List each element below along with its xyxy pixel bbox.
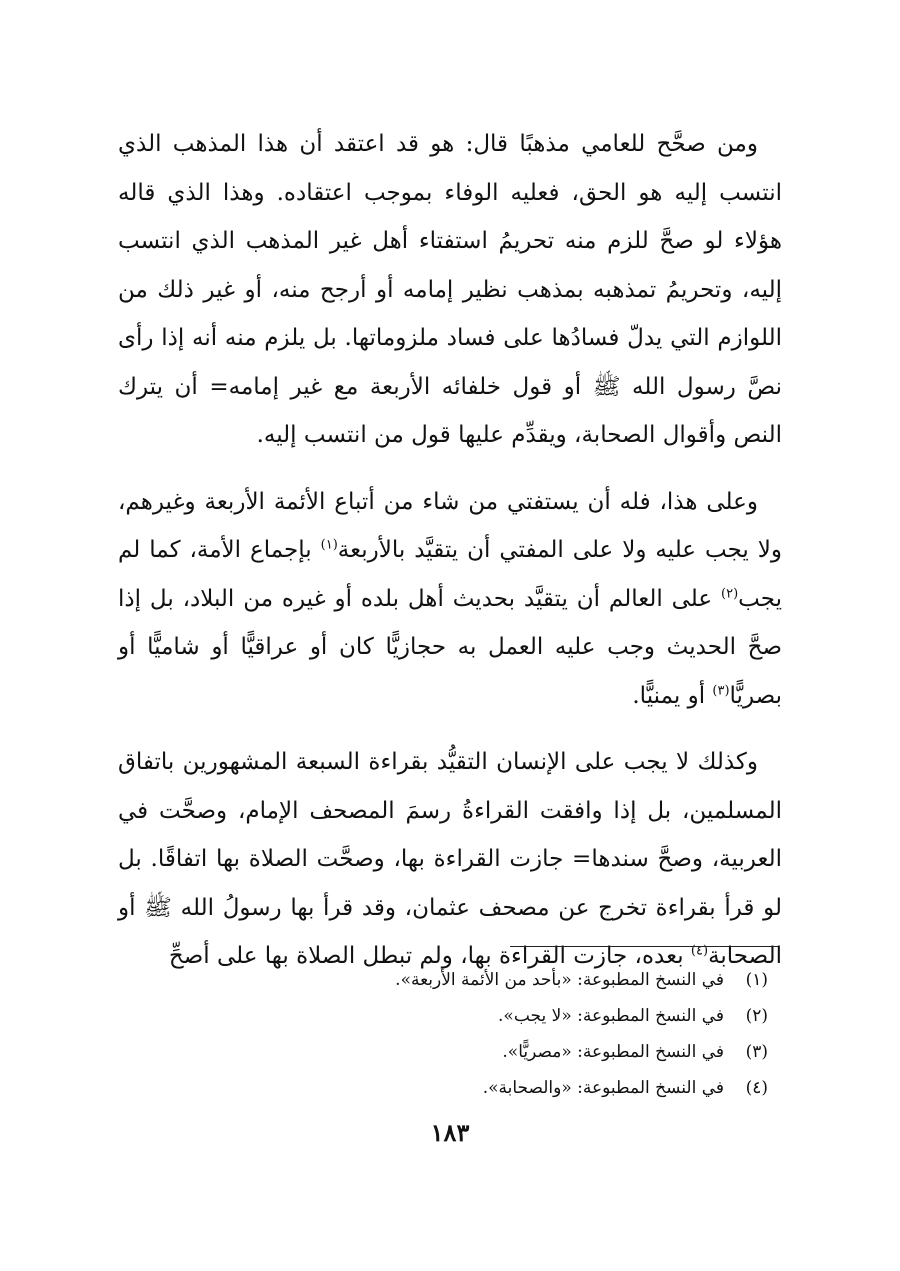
paragraph-text: ومن صحَّح للعامي مذهبًا قال: هو قد اعتقد أن هذا المذهب الذي انتسب إليه هو الحق، فعليه الوفاء بموجب اعتقاده. وهذا الذي قاله هؤلاء لو صحَّ للزم منه تحريمُ استفتاء أهل غير المذهب الذي انتسب إليه، وتحريمُ تمذهبه بمذهب نظير إمامه أو أرجح منه، أو غير ذلك من اللوازم التي يدلّ فسادُها على فساد ملزوماتها. بل يلزم منه أنه إذا رأى نصَّ رسول الله ﷺ أو قول خلفائه الأربعة مع غير إمامه= أن يترك النص وأقوال الصحابة، ويقدِّم عليها قول من انتسب إليه.: [118, 131, 782, 448]
footnote-ref-3[interactable]: (٣): [712, 682, 730, 698]
paragraph-1: [118, 120, 782, 460]
footnote-ref-1[interactable]: (١): [320, 537, 338, 553]
main-text: [118, 120, 782, 999]
paragraph-text: على العالم أن يتقيَّد بحديث أهل بلده أو غيره من البلاد، بل إذا صحَّ الحديث وجب عليه العمل به حجازيًّا كان أو عراقيًّا أو شاميًّا أو بصريًّا: [118, 585, 782, 709]
paragraph-text: وكذلك لا يجب على الإنسان التقيُّد بقراءة السبعة المشهورين باتفاق المسلمين، بل إذا وافقت القراءةُ رسمَ المصحف الإمام، وصحَّت في العربية، وصحَّ سندها= جازت القراءة بها، وصحَّت الصلاة بها اتفاقًا. بل لو قرأ بقراءة تخرج عن مصحف عثمان، وقد قرأ بها رسولُ الله ﷺ أو الصحابة: [118, 749, 782, 969]
footnote-3: [300, 1034, 778, 1070]
footnote-text: في النسخ المطبوعة: «لا يجب».: [498, 1006, 724, 1026]
paragraph-3: [118, 738, 782, 981]
footnote-number: (٤): [745, 1078, 768, 1098]
paragraph-text: وعلى هذا، فله أن يستفتي من شاء من أتباع الأئمة الأربعة وغيرهم، ولا يجب عليه ولا على المفتي أن يتقيَّد بالأربعة: [118, 488, 782, 563]
paragraph-text: بعده، جازت القراءة بها، ولم تبطل الصلاة بها على أصحِّ: [168, 943, 691, 969]
footnote-number: (٣): [745, 1042, 768, 1062]
paragraph-text: أو يمنيًّا.: [632, 682, 713, 709]
footnote-text: في النسخ المطبوعة: «والصحابة».: [482, 1078, 724, 1098]
footnote-text: في النسخ المطبوعة: «مصريًّا».: [502, 1042, 724, 1062]
paragraph-2: [118, 478, 782, 721]
footnote-number: (١): [745, 970, 768, 990]
footnotes-list: [300, 962, 778, 1106]
footnote-4: [300, 1070, 778, 1106]
paragraph-text: بإجماع الأمة، كما لم يجب: [118, 537, 782, 612]
footnote-number: (٢): [745, 1006, 768, 1026]
footnote-divider: [510, 946, 778, 947]
footnote-text: في النسخ المطبوعة: «بأحد من الأئمة الأربعة».: [395, 970, 724, 990]
footnote-2: [300, 998, 778, 1034]
footnote-1: [300, 962, 778, 998]
page-number: ١٨٣: [430, 1118, 470, 1147]
footnote-ref-2[interactable]: (٢): [721, 585, 739, 601]
footnote-ref-4[interactable]: (٤): [690, 943, 709, 959]
